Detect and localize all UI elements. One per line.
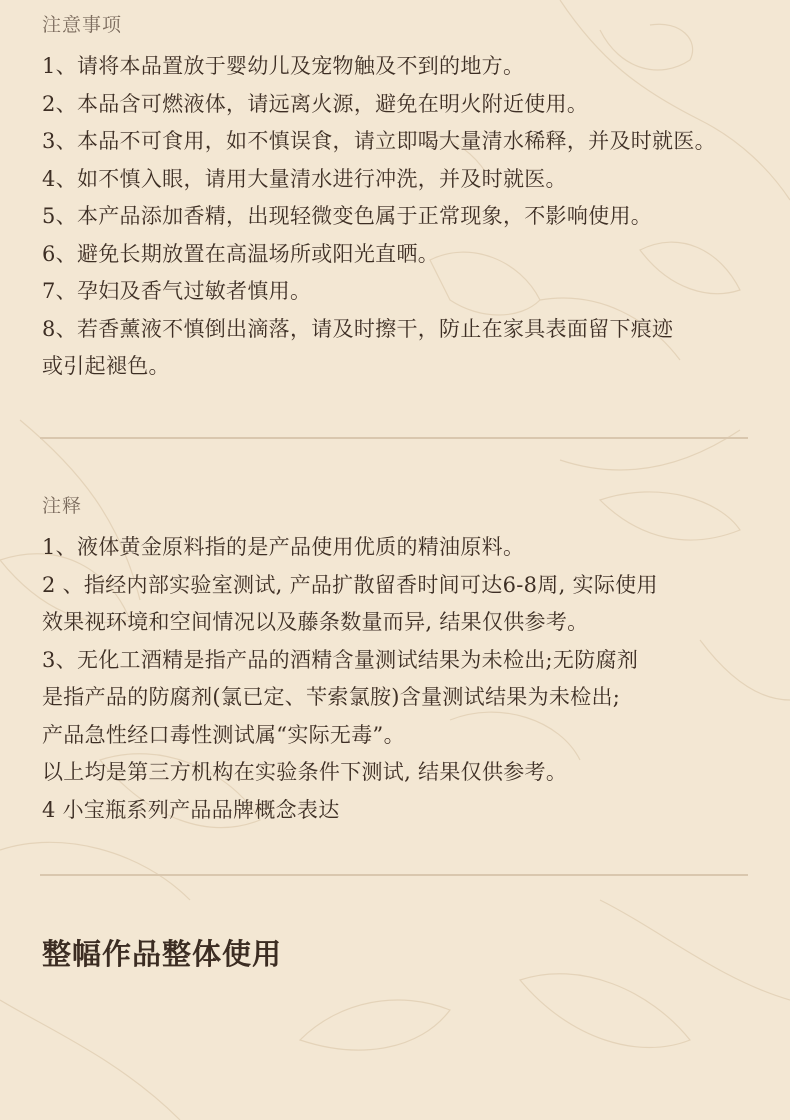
annotation-line-7: 以上均是第三方机构在实验条件下测试, 结果仅供参考。	[42, 760, 568, 784]
annotation-line-4: 3、无化工酒精是指产品的酒精含量测试结果为未检出;无防腐剂	[42, 647, 639, 672]
notice-list	[42, 48, 790, 386]
notice-item-3: 3、本品不可食用，如不慎误食，请立即喝大量清水稀释，并及时就医。	[42, 129, 716, 153]
annotation-line-6: 产品急性经口毒性测试属“实际无毒”。	[42, 722, 405, 747]
notice-item-4: 4、如不慎入眼，请用大量清水进行冲洗，并及时就医。	[42, 166, 567, 191]
annotation-line-8: 4 小宝瓶系列产品品牌概念表达	[42, 797, 340, 822]
annotation-line-1: 1、液体黄金原料指的是产品使用优质的精油原料。	[42, 535, 525, 559]
notice-item-1: 1、请将本品置放于婴幼儿及宠物触及不到的地方。	[42, 54, 525, 78]
annotation-line-5: 是指产品的防腐剂(氯已定、苄索氯胺)含量测试结果为未检出;	[42, 685, 621, 709]
annotation-title: 注释	[42, 495, 83, 517]
divider-top	[40, 437, 748, 439]
notice-item-2: 2、本品含可燃液体，请远离火源，避免在明火附近使用。	[42, 91, 589, 116]
notice-title: 注意事项	[42, 14, 123, 36]
notice-item-7: 7、孕妇及香气过敏者慎用。	[42, 279, 312, 303]
usage-heading: 整幅作品整体使用	[42, 937, 283, 971]
notice-item-8-continued: 或引起褪色。	[42, 354, 170, 378]
annotation-line-2: 2 、指经内部实验室测试, 产品扩散留香时间可达6-8周, 实际使用	[42, 572, 658, 597]
notice-section	[42, 12, 790, 386]
annotation-line-3: 效果视环境和空间情况以及藤条数量而异, 结果仅供参考。	[42, 610, 589, 634]
annotation-section	[42, 493, 790, 829]
annotation-list	[42, 529, 790, 829]
notice-item-6: 6、避免长期放置在高温场所或阳光直晒。	[42, 241, 440, 266]
divider-bottom	[40, 874, 748, 876]
notice-item-5: 5、本产品添加香精，出现轻微变色属于正常现象，不影响使用。	[42, 204, 653, 228]
notice-item-8: 8、若香薰液不慎倒出滴落，请及时擦干，防止在家具表面留下痕迹	[42, 316, 674, 341]
